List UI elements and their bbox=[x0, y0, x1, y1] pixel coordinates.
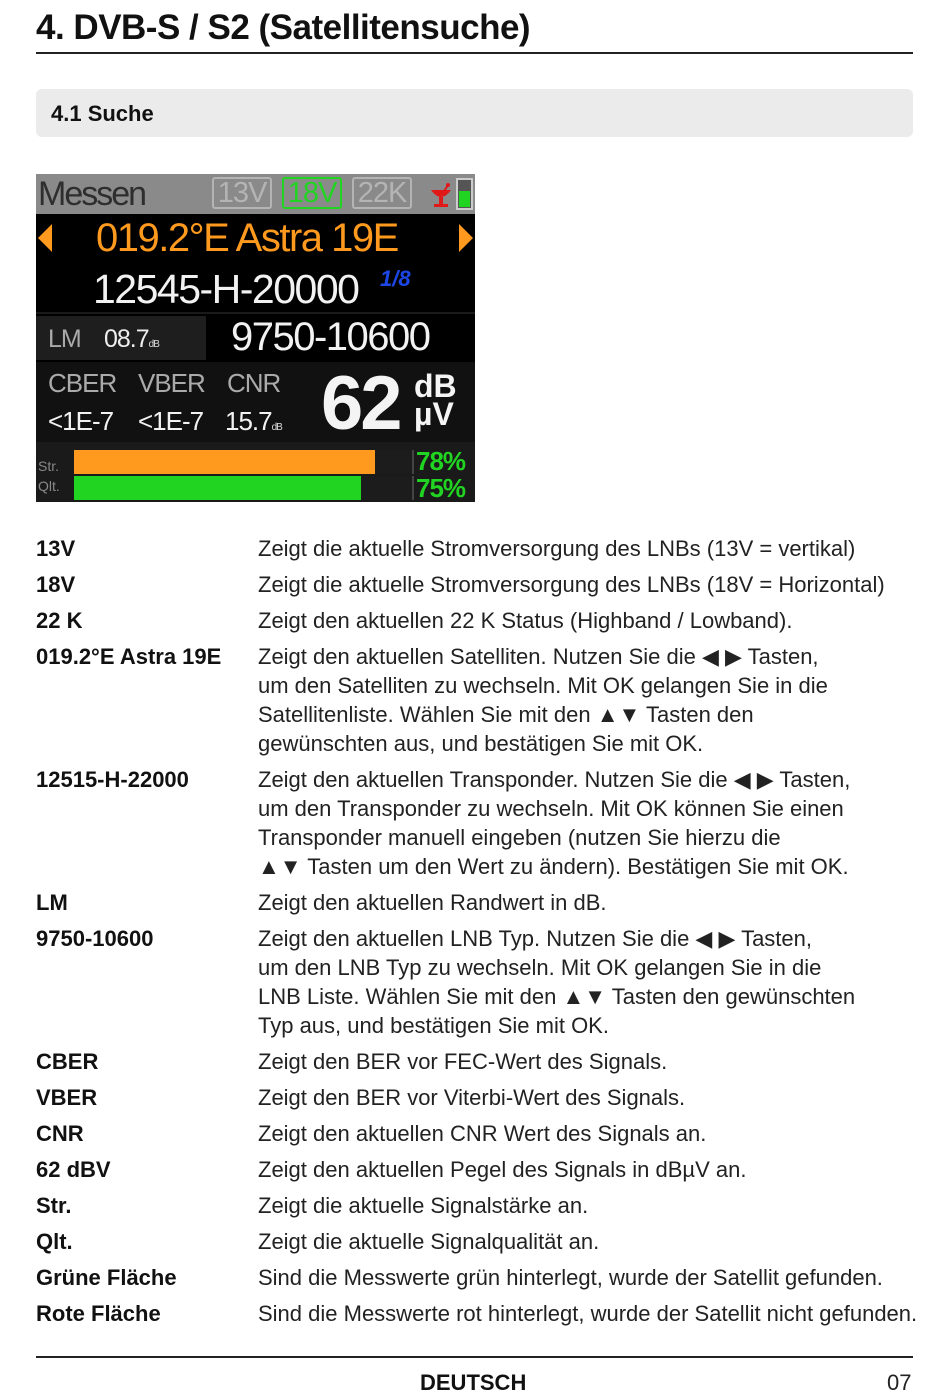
description-line: Satellitenliste. Wählen Sie mit den ▲▼ Tasten den bbox=[258, 702, 754, 727]
definition-description bbox=[258, 1047, 916, 1076]
definition-term: 18V bbox=[36, 572, 76, 597]
definition-term: 12515-H-22000 bbox=[36, 767, 189, 792]
description-line: Zeigt die aktuelle Signalstärke an. bbox=[258, 1193, 589, 1218]
lm-box bbox=[36, 316, 206, 360]
tone-22k-indicator: 22K bbox=[352, 177, 412, 209]
lnb-value: 9750-10600 bbox=[231, 315, 430, 359]
description-line: Zeigt den aktuellen 22 K Status (Highband / Lowband). bbox=[258, 608, 793, 633]
satellite-dish-icon bbox=[428, 182, 454, 208]
description-line: gewünschten aus, und bestätigen Sie mit OK. bbox=[258, 731, 704, 756]
description-line: LNB Liste. Wählen Sie mit den ▲▼ Tasten den gewünschten bbox=[258, 984, 856, 1009]
definition-term: CNR bbox=[36, 1121, 84, 1146]
definition-description bbox=[258, 1155, 916, 1184]
description-line: Zeigt den aktuellen CNR Wert des Signals an. bbox=[258, 1121, 707, 1146]
definition-row bbox=[36, 570, 916, 599]
definition-row bbox=[36, 1299, 916, 1328]
definition-description bbox=[258, 765, 916, 881]
description-line: Zeigt den BER vor FEC-Wert des Signals. bbox=[258, 1049, 668, 1074]
definition-row bbox=[36, 1191, 916, 1220]
cnr-unit: dB bbox=[271, 422, 282, 433]
definition-term: Grüne Fläche bbox=[36, 1265, 177, 1290]
description-line: Zeigt den aktuellen Pegel des Signals in dBµV an. bbox=[258, 1157, 747, 1182]
definition-row bbox=[36, 642, 916, 758]
definition-term: 019.2°E Astra 19E bbox=[36, 644, 222, 669]
definition-description bbox=[258, 1191, 916, 1220]
screen-header bbox=[36, 174, 475, 214]
satellite-row[interactable] bbox=[36, 214, 475, 264]
cnr-value: 15.7dB bbox=[225, 406, 282, 436]
vber-value: <1E-7 bbox=[138, 406, 204, 436]
quality-percent: 75% bbox=[416, 473, 466, 502]
description-line: Transponder manuell eingeben (nutzen Sie hierzu die bbox=[258, 825, 781, 850]
definition-term: VBER bbox=[36, 1085, 98, 1110]
strength-bar bbox=[74, 450, 414, 474]
definition-term: Rote Fläche bbox=[36, 1301, 161, 1326]
definition-row bbox=[36, 1263, 916, 1292]
transponder-value: 12545-H-20000 bbox=[93, 266, 359, 312]
voltage-13v-indicator: 13V bbox=[212, 177, 272, 209]
definition-row bbox=[36, 765, 916, 881]
screen-title: Messen bbox=[38, 175, 146, 213]
definition-row bbox=[36, 606, 916, 635]
description-line: Zeigt den aktuellen LNB Typ. Nutzen Sie die ◀ ▶ Tasten, bbox=[258, 926, 813, 951]
definition-description bbox=[258, 1227, 916, 1256]
cnr-label: CNR bbox=[227, 368, 281, 398]
signal-level-unit: dB µV bbox=[414, 368, 457, 432]
definition-list bbox=[36, 534, 916, 1335]
definition-row bbox=[36, 534, 916, 563]
definition-row bbox=[36, 1227, 916, 1256]
lm-label: LM bbox=[48, 325, 81, 353]
definition-row bbox=[36, 1083, 916, 1112]
definition-description bbox=[258, 1083, 916, 1112]
description-line: Sind die Messwerte grün hinterlegt, wurde der Satellit gefunden. bbox=[258, 1265, 883, 1290]
satellite-name: 019.2°E Astra 19E bbox=[96, 216, 398, 260]
title-divider bbox=[36, 52, 913, 54]
quality-bar-fill bbox=[74, 476, 361, 500]
definition-description bbox=[258, 1299, 917, 1328]
battery-icon bbox=[456, 178, 473, 210]
definition-row bbox=[36, 924, 916, 1040]
transponder-row[interactable] bbox=[36, 264, 475, 312]
arrow-left-icon[interactable] bbox=[38, 224, 52, 252]
meter-screen bbox=[36, 174, 475, 502]
description-line: um den Transponder zu wechseln. Mit OK können Sie einen bbox=[258, 796, 844, 821]
description-line: Zeigt die aktuelle Stromversorgung des LNBs (13V = vertikal) bbox=[258, 536, 856, 561]
footer-language: DEUTSCH bbox=[420, 1370, 527, 1395]
definition-description bbox=[258, 642, 916, 758]
description-line: um den Satelliten zu wechseln. Mit OK gelangen Sie in die bbox=[258, 673, 828, 698]
arrow-right-icon[interactable] bbox=[459, 224, 473, 252]
definition-term: 9750-10600 bbox=[36, 926, 154, 951]
definition-term: Qlt. bbox=[36, 1229, 73, 1254]
section-header bbox=[36, 89, 913, 137]
strength-bar-fill bbox=[74, 450, 375, 474]
page-title: 4. DVB-S / S2 (Satellitensuche) bbox=[36, 8, 531, 47]
page-number: 07 bbox=[887, 1370, 912, 1395]
quality-bar bbox=[74, 476, 414, 500]
vber-label: VBER bbox=[138, 368, 205, 398]
description-line: Zeigt den aktuellen Satelliten. Nutzen Sie die ◀ ▶ Tasten, bbox=[258, 644, 819, 669]
section-title: 4.1 Suche bbox=[51, 101, 154, 126]
cber-value: <1E-7 bbox=[48, 406, 114, 436]
description-line: Sind die Messwerte rot hinterlegt, wurde der Satellit nicht gefunden. bbox=[258, 1301, 918, 1326]
definition-term: 62 dBV bbox=[36, 1157, 111, 1182]
description-line: Zeigt den aktuellen Randwert in dB. bbox=[258, 890, 607, 915]
definition-row bbox=[36, 1119, 916, 1148]
voltage-18v-indicator: 18V bbox=[282, 177, 342, 209]
definition-term: LM bbox=[36, 890, 68, 915]
fec-value: 1/8 bbox=[380, 266, 411, 291]
signal-level: 62 bbox=[321, 361, 400, 446]
description-line: Zeigt den aktuellen Transponder. Nutzen Sie die ◀ ▶ Tasten, bbox=[258, 767, 851, 792]
definition-row bbox=[36, 888, 916, 917]
description-line: Zeigt die aktuelle Stromversorgung des LNBs (18V = Horizontal) bbox=[258, 572, 885, 597]
definition-description bbox=[258, 534, 916, 563]
definition-row bbox=[36, 1047, 916, 1076]
definition-term: 13V bbox=[36, 536, 76, 561]
definition-term: 22 K bbox=[36, 608, 83, 633]
definition-term: CBER bbox=[36, 1049, 99, 1074]
definition-description bbox=[258, 1119, 916, 1148]
description-line: ▲▼ Tasten um den Wert zu ändern). Bestätigen Sie mit OK. bbox=[258, 854, 849, 879]
definition-term: Str. bbox=[36, 1193, 72, 1218]
footer-divider bbox=[36, 1356, 913, 1358]
cber-label: CBER bbox=[48, 368, 117, 398]
qlt-label: Qlt. bbox=[38, 478, 60, 494]
lm-unit: dB bbox=[148, 339, 159, 350]
strength-percent: 78% bbox=[416, 446, 466, 476]
description-line: um den LNB Typ zu wechseln. Mit OK gelangen Sie in die bbox=[258, 955, 822, 980]
definition-description bbox=[258, 924, 916, 1040]
definition-row bbox=[36, 1155, 916, 1184]
lm-value: 08.7dB bbox=[104, 325, 159, 353]
definition-description bbox=[258, 888, 916, 917]
description-line: Typ aus, und bestätigen Sie mit OK. bbox=[258, 1013, 609, 1038]
definition-description bbox=[258, 606, 916, 635]
description-line: Zeigt die aktuelle Signalqualität an. bbox=[258, 1229, 600, 1254]
definition-description bbox=[258, 1263, 916, 1292]
definition-description bbox=[258, 570, 916, 599]
str-label: Str. bbox=[38, 458, 60, 474]
description-line: Zeigt den BER vor Viterbi-Wert des Signals. bbox=[258, 1085, 686, 1110]
